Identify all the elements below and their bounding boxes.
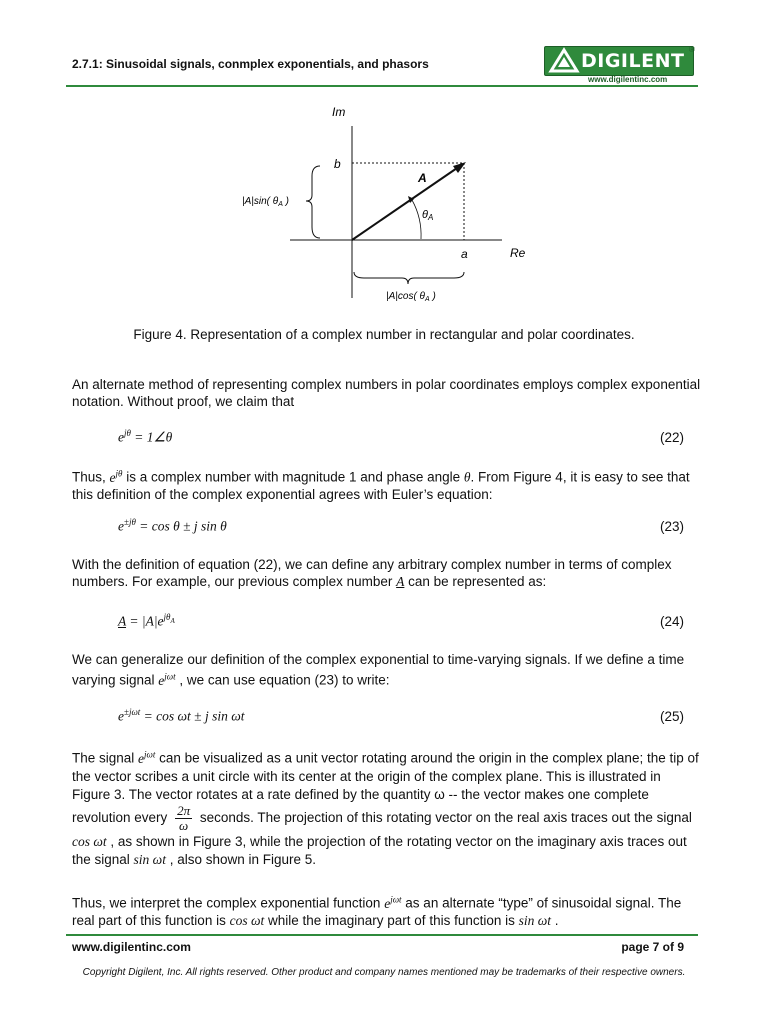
logo-text: DIGILENT <box>581 50 685 72</box>
sin-brace <box>306 166 320 238</box>
logo-box <box>544 46 694 76</box>
paragraph-1: An alternate method of representing complex numbers in polar coordinates employs complex exponential notation. Without proof, we claim that <box>72 377 701 409</box>
paragraph-2: Thus, $e^{j\theta}$ is a complex number with magnitude 1 and phase angle θ. From Figure 4, it is easy to see that this definition of the complex exponential agrees with Euler’s equation: <box>72 468 690 502</box>
angle-arc <box>412 200 421 239</box>
logo-registered-mark: ® <box>689 45 695 54</box>
equation-25: $e^{\pm j\omega t} = \cos \omega t \pm j$ sin ωt <box>118 707 245 724</box>
header-rule <box>66 85 698 87</box>
cos-brace <box>354 272 464 284</box>
footer-url: www.digilentinc.com <box>72 940 191 954</box>
logo-url: www.digilentinc.com <box>588 75 668 84</box>
paragraph-5: The signal $e^{j\omega t}$ can be visualized as a unit vector rotating around the origin in the complex plane; the tip of the vector scribes a unit circle with its center at the origin of the complex plane. This is illustrated in Figure 3. The vector rotates at a rate defined by the quantity ω -- the vector makes one complete revolution every $\frac{2\pi}{\omega}$ seconds. The projection of this rotating vector on the real axis traces out the signal cos ωt , as shown in Figure 3, while the projection of the rotating vector on the imaginary axis traces out the signal sin ωt , also shown in Figure 5. <box>72 749 699 867</box>
two-pi-over-omega-fraction: $\frac{2\pi}{\omega}$ <box>177 802 191 833</box>
logo-triangle-icon <box>547 47 583 75</box>
sin-label: |A|sin( $\theta_A$ ) <box>242 196 289 208</box>
digilent-logo <box>544 46 698 86</box>
page-header-title: 2.7.1: Sinusoidal signals, conmplex exponentials, and phasors <box>72 57 429 71</box>
equation-25-number: (25) <box>659 709 684 724</box>
copyright-notice: Copyright Digilent, Inc. All rights reserved. Other product and company names mentioned may be trademarks of their respective owners. <box>82 967 686 978</box>
axis-label-re: Re <box>510 246 526 260</box>
axis-label-im: Im <box>332 105 346 119</box>
equation-22-number: (22) <box>659 430 684 445</box>
equation-24-number: (24) <box>659 614 684 629</box>
equation-23: $e^{\pm j\theta} = \cos \theta \pm j$ sin θ <box>118 517 227 534</box>
equation-24: $A = |A|e^{j\theta_A}$ <box>118 612 175 629</box>
angle-label: θA <box>422 209 434 222</box>
paragraph-6: Thus, we interpret the complex exponential function $e^{j\omega t}$ as an alternate “type” of sinusoidal signal. The real part of this function is cos ωt while the imaginary part of this function is sin ωt . <box>72 894 682 928</box>
page-number: page 7 of 9 <box>621 940 684 954</box>
equation-22: $e^{j\theta}$ = 1∠θ <box>118 428 173 445</box>
cos-label: |A|cos( $\theta_A$ ) <box>386 291 436 303</box>
equation-23-number: (23) <box>659 519 684 534</box>
footer-rule <box>66 934 698 936</box>
paragraph-3: With the definition of equation (22), we can define any arbitrary complex number in terms of complex numbers. For example, our previous complex number A can be represented as: <box>72 557 672 589</box>
figure-caption: Figure 4. Representation of a complex number in rectangular and polar coordinates. <box>133 327 635 342</box>
vector-label: A <box>418 171 427 185</box>
complex-plane-figure <box>242 100 540 310</box>
label-b: b <box>334 157 341 171</box>
label-a: a <box>461 247 468 261</box>
paragraph-4: We can generalize our definition of the complex exponential to time-varying signals. If we define a time varying signal $e^{j\omega t}$ , we can use equation (23) to write: <box>72 652 685 688</box>
vector-a-line <box>352 166 460 240</box>
